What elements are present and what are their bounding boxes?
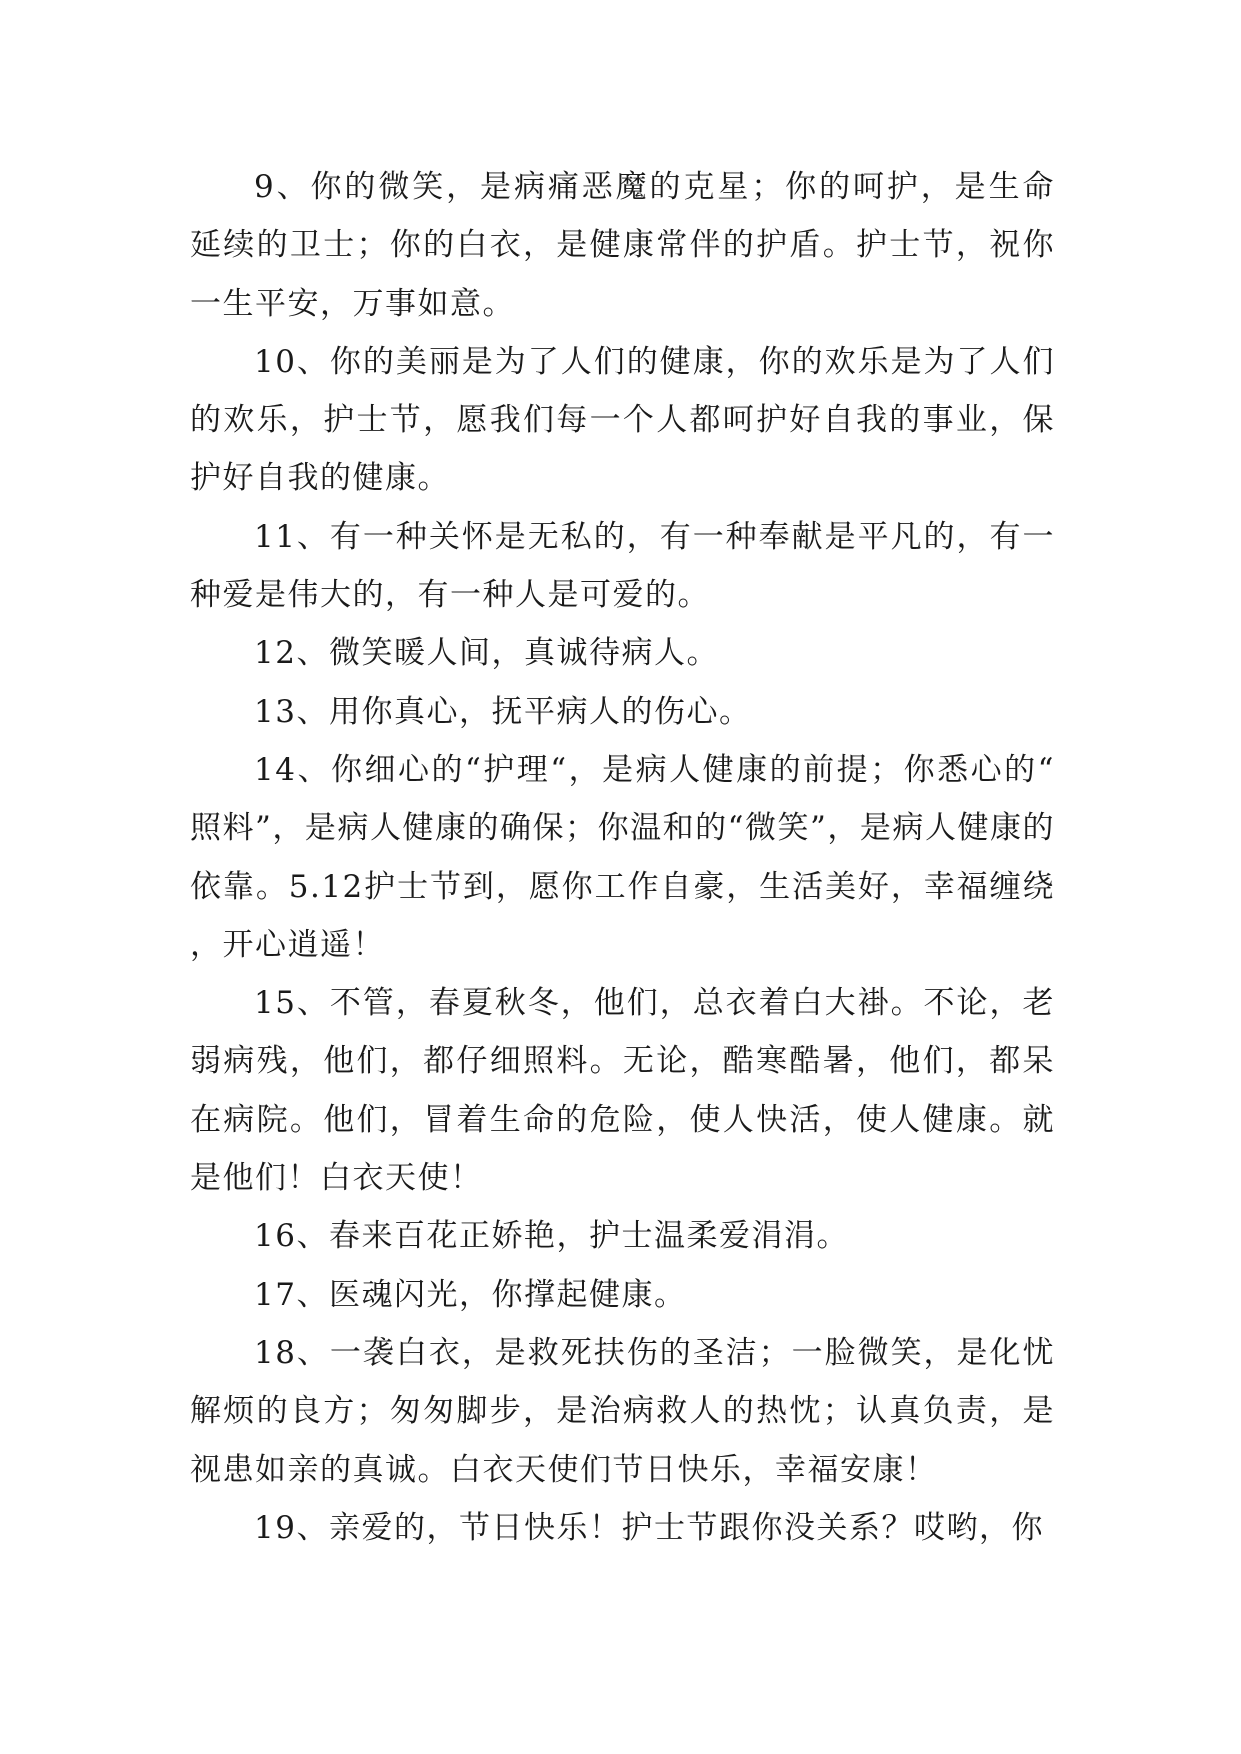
paragraph-14: 14、你细心的“护理“，是病人健康的前提；你悉心的“照料”，是病人健康的确保；你温和的“微笑”，是病人健康的依靠。5.12护士节到，愿你工作自豪，生活美好，幸福缠绕，开心逍遥！ (190, 751, 1055, 963)
document-body (190, 158, 1055, 1557)
paragraph-16: 16、春来百花正娇艳，护士温柔爱涓涓。 (254, 1218, 849, 1255)
paragraph-18: 18、一袭白衣，是救死扶伤的圣洁；一脸微笑，是化忧解烦的良方；匆匆脚步，是治病救人的热忱；认真负责，是视患如亲的真诚。白衣天使们节日快乐，幸福安康！ (190, 1334, 1055, 1488)
paragraph-12: 12、微笑暖人间，真诚待病人。 (254, 635, 719, 672)
paragraph-17: 17、医魂闪光，你撑起健康。 (254, 1276, 687, 1313)
paragraph-13: 13、用你真心，抚平病人的伤心。 (254, 693, 752, 730)
paragraph-9: 9、你的微笑，是病痛恶魔的克星；你的呵护，是生命延续的卫士；你的白衣，是健康常伴的护盾。护士节，祝你一生平安，万事如意。 (190, 169, 1055, 322)
paragraph-11: 11、有一种关怀是无私的，有一种奉献是平凡的，有一种爱是伟大的，有一种人是可爱的。 (190, 518, 1055, 614)
paragraph-15: 15、不管，春夏秋冬，他们，总衣着白大褂。不论，老弱病残，他们，都仔细照料。无论，酷寒酷暑，他们，都呆在病院。他们，冒着生命的危险，使人快活，使人健康。就是他们！白衣天使！ (190, 985, 1055, 1197)
paragraph-19: 19、亲爱的，节日快乐！护士节跟你没关系？哎哟，你 (254, 1509, 1044, 1546)
paragraph-10: 10、你的美丽是为了人们的健康，你的欢乐是为了人们的欢乐，护士节，愿我们每一个人都呵护好自我的事业，保护好自我的健康。 (190, 343, 1055, 497)
